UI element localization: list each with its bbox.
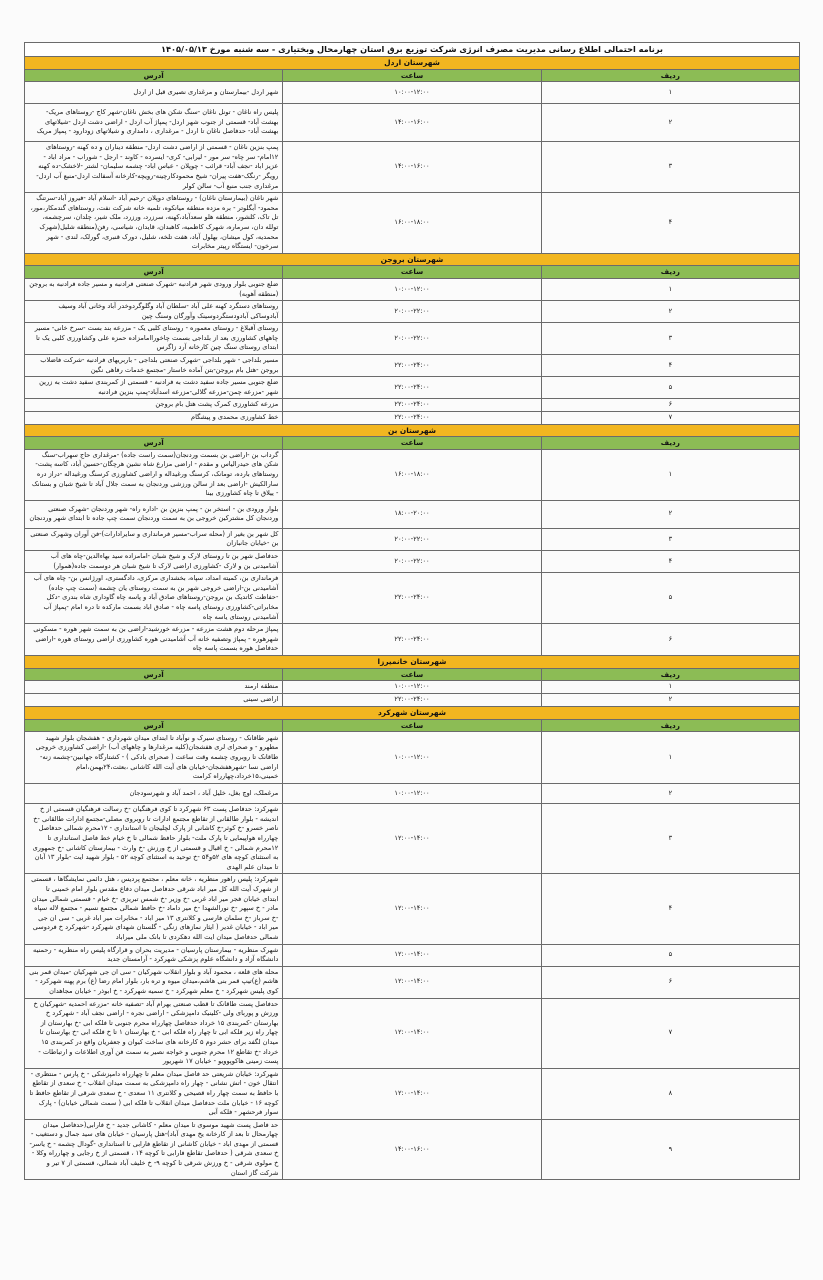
column-header-address: آدرس [25,266,283,279]
table-row [25,82,800,104]
column-header-index: ردیف [541,668,799,681]
row-time: ۱۲:۰۰-۱۴:۰۰ [283,944,541,966]
row-time: ۱۰:۰۰-۱۲:۰۰ [283,732,541,784]
row-time: ۱۲:۰۰-۱۴:۰۰ [283,966,541,998]
row-index: ۱ [541,732,799,784]
row-time: ۱۰:۰۰-۱۲:۰۰ [283,278,541,300]
table-row [25,804,800,874]
row-address: حدفاصل شهر بن تا روستای لارک و شیخ شبان -امامزاده سید بهاءالدین-چاه های آب آشامیدنی بن و لارک -کشاورزی اراضی لارک تا شیخ شبان هر دوسمت جاده(هموار) [25,550,283,572]
row-index: ۳ [541,804,799,874]
table-row [25,732,800,784]
row-index: ۴ [541,550,799,572]
table-row [25,966,800,998]
column-header-address: آدرس [25,719,283,732]
row-address: کل شهر بن بغیر از (محله سراب-مسیر فرمانداری و سایرادارات)-فن آوران وشهرک صنعتی بن -خیابان جانبازان [25,528,283,550]
table-row [25,694,800,707]
row-time: ۲۰:۰۰-۲۲:۰۰ [283,550,541,572]
column-header-row [25,668,800,681]
row-index: ۳ [541,528,799,550]
row-time: ۱۴:۰۰-۱۶:۰۰ [283,104,541,142]
county-name: شهرستان اردل [25,57,800,70]
table-row [25,1068,800,1119]
row-index: ۸ [541,1068,799,1119]
row-index: ۲ [541,694,799,707]
row-time: ۲۲:۰۰-۲۴:۰۰ [283,412,541,425]
row-time: ۱۰:۰۰-۱۲:۰۰ [283,681,541,694]
county-header-row [25,57,800,70]
table-row [25,944,800,966]
table-row [25,784,800,804]
table-row [25,355,800,377]
county-name: شهرستان خانمیرزا [25,655,800,668]
row-address: مسیر بلداجی - شهر بلداجی -شهرک صنعتی بلداجی - باربریهای فرادنبه -شرکت فاضلاب بروجن -هتل بام بروجن-بتن آماده خاستار -مجتمع خدمات رفاهی نگین [25,355,283,377]
row-index: ۲ [541,301,799,323]
column-header-row [25,266,800,279]
row-time: ۲۰:۰۰-۲۲:۰۰ [283,528,541,550]
row-address: شهر طاقانک - روستای سیرک و نوآباد تا ابتدای میدان شهرداری - هفشجان بلوار شهید مطهرو - و صحرای لری هفشجان(کلیه مرغدارها و چاههای آب) -اراضی کشاورزی خروجی طاقانک تا روبروی چشمه وقت ساعت ( صحرای بادکی ) - کشتارگاه جهانبین-چشمه زنه-اراضی نسا -شهرهفشجان-خیابان های آیت الله کاشانی ،بعثت،۲۴بهمن،امام خمینی،۱۵خرداد،چهارراه کرامت [25,732,283,784]
table-row [25,874,800,944]
county-name: شهرستان شهرکرد [25,707,800,720]
row-address: شهرکرد: پلیس راهور منظریه ، خانه معلم ، مجتمع پردیس ، هتل دائمی نمایشگاها ، قسمتی از شهرک آیت الله کل میر اباد شرقی حدفاصل میدان دفاع مقدس بلوار امام خمینی تا ابتدای خیابان فجر میر اباد غربی -خ وزیر -خ شمس تبریزی -خ خیام - قسمتی شمالی میدان مادر - خ سپهر -خ نورالشهدا -خ میر داماد -خ حافظ شمالی مجتمع نسیم - مجتمع لاله سپاه -خ سرباز -خ سلمان فارسی و کلانتری ۱۳ میر اباد - مخابرات میر اباد غربی - سی ان جی میر اباد - خیابان غدیر ( ایثار نمازهای زنگی - گلستان شهدای شهرکرد -شهرکرد خ فردوسی شمالی حدفاصل میدان ایت الله دهکردی تا بانک ملی میراباد [25,874,283,944]
row-index: ۱ [541,82,799,104]
table-row [25,193,800,254]
table-row [25,142,800,193]
table-row [25,399,800,412]
row-index: ۴ [541,874,799,944]
column-header-time: ساعت [283,266,541,279]
table-row [25,500,800,528]
column-header-address: آدرس [25,437,283,450]
row-index: ۷ [541,412,799,425]
row-index: ۳ [541,142,799,193]
row-index: ۵ [541,377,799,399]
column-header-index: ردیف [541,719,799,732]
row-address: شهرکرد: خیابان شریعتی حد فاصل میدان معلم تا چهارراه دامپزشکی - خ پارس - منتظری - انتقال خون - اتش نشانی - چهار راه دامپزشکی به سمت میدان انقلاب - خ سعدی از تقاطع با حافظ به سمت چهار راه قصیحی و کلانتری ۱۱ سعدی - خ سعدی شرقی از تقاطع حافظ تا کوچه ۱۶ - خیابان ملت حدفاصل میدان انقلاب تا فلکه ابی ( سمت شمالی خیابان) - پارک سوار فرحشهر - فلکه آبی [25,1068,283,1119]
column-header-index: ردیف [541,69,799,82]
table-row [25,323,800,355]
table-row [25,449,800,500]
column-header-time: ساعت [283,69,541,82]
column-header-time: ساعت [283,668,541,681]
table-row [25,104,800,142]
row-index: ۵ [541,573,799,624]
row-index: ۲ [541,784,799,804]
row-index: ۷ [541,998,799,1068]
row-address: روستای آقبلاغ - روستای معموره - روستای کلبی یک - مزرعه بند بست -سرخ خانی- مسیر چاههای کشاورزی بعد از بلداجی بسمت چاخوراامامزاده حمزه علی وکشاورزی کلبی یک تا ابتدای روستای سنگ چین کارخانه آرد زاگرس [25,323,283,355]
county-header-row [25,655,800,668]
row-address: شهر اردل -بیمارستان و مرغداری نصیری قبل از اردل [25,82,283,104]
column-header-address: آدرس [25,69,283,82]
row-address: پلیس راه ناغان - تونل ناغان -سنگ شکن های بخش ناغان-شهر کاج -روستاهای مریک-بهشت آباد- قسمتی از جنوب شهر اردل- پمپاژ آب اردل - اراضی دشت اردل -شیلاتهای بهشت آباد- حدفاصل ناغان تا اردل - مرغداری ، دامداری و شیلاتهای زودارود - پمپاژ مریک [25,104,283,142]
column-header-row [25,69,800,82]
row-index: ۶ [541,399,799,412]
row-address: ضلع جنوبی بلوار ورودی شهر فرادنبه -شهرک صنعتی فرادنبه و مسیر جاده فرادنبه به بروجن (منطقه آهوبه) [25,278,283,300]
row-address: خط کشاورزی محمدی و پیشگام [25,412,283,425]
row-index: ۱ [541,449,799,500]
row-time: ۱۰:۰۰-۱۲:۰۰ [283,82,541,104]
row-address: محله های قلعه ، محمود آباد و بلوار انقلاب شهرکیان - سی ان جی شهرکیان -میدان قمر بنی هاشم (ع)تیپ قمر بنی هاشم،میدان میوه و تره بار، بلوار امام رضا (ع) برم پهنه شهرکرد - کوی پلیس شهرکرد - خ معلم شهرکرد - خ سمیه شهرکرد - خ ابوذر - خیابان مجاهدان [25,966,283,998]
row-time: ۲۲:۰۰-۲۴:۰۰ [283,399,541,412]
row-address: روستاهای دستگرد کهنه علی آباد -سلطان آباد وگلوگردوخدر آباد وخانی آباد وسیف آبادوساکی آبادودستگردوسینک وآورگان وسنگ چین [25,301,283,323]
table-row [25,624,800,656]
row-index: ۱ [541,278,799,300]
county-header-row [25,253,800,266]
county-header-row [25,424,800,437]
row-time: ۲۰:۰۰-۲۲:۰۰ [283,301,541,323]
row-address: گرداب بن -اراضی بن بسمت وردنجان(سمت راست جاده) -مرغداری حاج سهراب-سنگ شکن های حیدرالیاس و مقدم - اراضی مزارع شاه نشین هرچگان-حسین آباد، کاسه پشت-روستاهای بارده، تومانک، کرسنگ ورغیداله و اراضی کشاورزی کرسنگ ورغیداله -دراز دره سارالکیش -اراضی بعد از سالن ورزشی وردنجان به سمت جلال آباد تا شیخ شبان و بستانک - ییلاق تا چاه کشاورزی بینا [25,449,283,500]
column-header-index: ردیف [541,437,799,450]
row-index: ۲ [541,500,799,528]
county-name: شهرستان بروجن [25,253,800,266]
table-row [25,998,800,1068]
table-row [25,528,800,550]
row-index: ۴ [541,355,799,377]
row-address: مزرعه کشاورزی کمرک پشت هتل بام بروجن [25,399,283,412]
row-address: ضلع جنوبی مسیر جاده سفید دشت به فرادنبه - قسمتی از کمربندی سفید دشت به زرین شهر -مزرعه چمن-مزرعه گلالی-مزرعه اسدآباد-پمپ بنزین فرادنبه [25,377,283,399]
row-address: شهرک منظریه - بیمارستان پارسیان - مدیریت بحران و قرارگاه پلیس راه منظریه - رحمنیه دانشگاه آزاد و دانشگاه علوم پزشکی شهرکرد - آرامستان جدید [25,944,283,966]
row-time: ۱۴:۰۰-۱۶:۰۰ [283,142,541,193]
row-time: ۱۰:۰۰-۱۲:۰۰ [283,784,541,804]
row-address: فرمانداری بن، کمیته امداد، سپاه، بخشداری مرکزی، دادگستری، اورژانس بن- چاه های آب آشامیدنی بن-اراضی خروجی شهر بن به سمت روستای یان چشمه (سمت چپ جاده) -حفاظت کاتدیک بن بروجن-روستاهای صادق آباد و پاسه چاه گاوداری شاه بندری -دکل مخابراتی-کشاورزی روستای پاسه چاه - صادق اباد بسمت مارکده تا دره امام -پمپاژ آب آشامیدنی روستای یاسه چاه [25,573,283,624]
table-row [25,377,800,399]
column-header-time: ساعت [283,719,541,732]
row-index: ۹ [541,1119,799,1180]
row-time: ۱۴:۰۰-۱۶:۰۰ [283,1119,541,1180]
row-address: شهر ناغان (بیمارستان ناغان) - روستاهای دوپلان -رحیم آباد -اسلام آباد -فیروز آباد-سرتنگ محمود- آبگلوتر - بره مزده منطقه میانکوه، تلمبه خانه شرکت نفت، روستاهای گندمکار،مور، تل تاک، کلشور، منطقه هلو سعدآباد،کهنه، سرزرد، ورزرد، ملک شیر، چلدان، سرچشمه، تولله دان، سرماره، شهرک کاظمیه، کاهبدان، قایدان، شیاسی، رفن(منطقه شلیل(شهرک محمدیه، کول میشان، بهلول آباد، هفت تلخه، شلیل، دورک قنبری، گورلک، لندی - شهر سرخون- ایستگاه رپیتر مخابرات [25,193,283,254]
row-address: مرغملک، اوچ بغل، خلیل آباد ، احمد آباد و شهرسودجان [25,784,283,804]
table-row [25,412,800,425]
row-address: منطقه ارمند [25,681,283,694]
row-time: ۱۸:۰۰-۲۰:۰۰ [283,500,541,528]
row-time: ۲۲:۰۰-۲۴:۰۰ [283,694,541,707]
row-index: ۵ [541,944,799,966]
document-title: برنامه احتمالی اطلاع رسانی مدیریت مصرف انرژی شرکت توزیع برق استان چهارمحال وبختیاری - سه شنبه مورخ ۱۴۰۵/۰۵/۱۳ [25,43,800,57]
table-row [25,1119,800,1180]
row-index: ۱ [541,681,799,694]
document-title-row [25,43,800,57]
row-time: ۲۲:۰۰-۲۴:۰۰ [283,624,541,656]
table-row [25,681,800,694]
column-header-time: ساعت [283,437,541,450]
row-time: ۱۲:۰۰-۱۴:۰۰ [283,804,541,874]
row-time: ۲۲:۰۰-۲۴:۰۰ [283,377,541,399]
county-header-row [25,707,800,720]
row-address: پمپ بنزین ناغان - قسمتی از اراضی دشت اردل- منطقه دیناران و ده کهنه -روستاهای ۱۲امام- سر چاه- سر مور - لیرابی- کری- ایسرده - کاوند - ارجل - شوراب - مراد اباد - عزیز اباد -نجف آباد- قرائب - چوپلان - عباس اباد- چشمه سلیمان- لشتر -لاخشک-ده کهنه رویگر -رنگک-هفت پیران- شیخ محمودکارچینه-رویچه-کارخانه آسفالت اردل-منبع آب اردل-مرغداری جنب منبع آب- سالن کولر [25,142,283,193]
row-index: ۴ [541,193,799,254]
column-header-index: ردیف [541,266,799,279]
column-header-row [25,719,800,732]
row-time: ۲۰:۰۰-۲۲:۰۰ [283,323,541,355]
row-index: ۶ [541,624,799,656]
row-address: شهرکرد: حدفاصل پست ۶۳ شهرکرد تا کوی فرهنگیان -خ رسالت فرهنگیان قسمتی از خ اندیشه - بلوار طالقانی از تقاطع مجتمع ادارات تا روبروی مصلی-مجتمع ادارات طالقانی -خ ناصر خسرو -خ کوثر-خ کاشانی از پارک لچلیجان تا استانداری - ۱۲محرم شمالی حدفاصل چهارراه هواپیمایی تا پارک ملت- بلوار حافظ شمالی تا خ خیام خط فاصل استانداری تا ۱۲محرم شمالی - خ اقبال و قسمتی از خ ورزش -خ وارث - بیمارستان کاشانی -خ جمهوری به استثنای کوچه های ۵۲و۵۴ -خ توحید به استثنای کوچه ۵۲ - بلوار شهید ایت -بلوار ۱۳ آبان تا میدان علم الهدی [25,804,283,874]
column-header-address: آدرس [25,668,283,681]
row-index: ۳ [541,323,799,355]
table-row [25,573,800,624]
row-address: حد فاصل پست شهید موسوی تا میدان معلم - کاشانی جدید - خ فارابی(حدفاصل میدان چهارمحال تا بعد از کارخانه یخ مهدی آباد)-هتل پارسیان - خیابان های سید جمال و دستغیب - قسمتی از مهدی اباد - خیابان کاشانی از تقاطع فارابی تا استانداری -گودال چشمه - خ یاسر-خ سعدی شرقی ( حدفاصل تقاطع فارابی تا کوچه ۱۴ ، قسمتی از خ رجایی و چهارراه وکلا - خ مولوی شرقی - خ ورزش شرقی تا کوچه ۹- خ خلیف آباد شمالی، قسمتی از ۷ تیر و شرکت گاز استان [25,1119,283,1180]
row-address: پمپاژ مرحله دوم هشت مزرعه - مزرعه خورشید-اراضی بن به سمت شهر هوره - مسکونی شهرهوره - پمپاژ وتصفیه خانه آب آشامیدنی هوره کشاورزی اراضی روستای هوره -اراضی حدفاصل هوره بسمت پاسه چاه [25,624,283,656]
row-index: ۶ [541,966,799,998]
schedule-table [24,42,800,1180]
row-time: ۲۲:۰۰-۲۴:۰۰ [283,355,541,377]
row-address: بلوار ورودی بن - استخر بن - پمپ بنزین بن -اداره راه- شهر وردنجان -شهرک صنعتی وردنجان کل مشترکین خروجی بن به سمت وردنجان سمت چپ جاده تا ابتدای شهر وردنجان [25,500,283,528]
row-time: ۱۲:۰۰-۱۴:۰۰ [283,998,541,1068]
row-address: حدفاصل پست طاقانک تا قطب صنعتی بهرام آباد -تصفیه خانه -مزرعه احمدیه -شهرکیان خ ورزش و پوربای ولی -کلینیک دامپزشکی - اراضی نجره - اراضی نجف آباد - شهرکرد خ بهارستان -کمربندی ۱۵ خرداد حدفاصل چهارراه محرم جنوبی تا فلکه ابی -خ بهارستان از چهار راه زیر فلکه ابی تا چهار راه فلکه ابی - خ بهارستان ۱ تا خ فلکه ابی -خ بهارستان تا میدان لگفد برای حشر دوم ۵ کارخانه های ساخت کیوان و جعفریان واقع در کمربندی ۱۵ خرداد -خ تقاطع ۱۲ محرم جنوبی و خواجه نصیر به سمت فن آوری اطلاعات و ارتباطات - پست زمینی هاکوپوویو - خیابان ۱۷ شهریور [25,998,283,1068]
table-row [25,301,800,323]
row-index: ۲ [541,104,799,142]
row-time: ۱۲:۰۰-۱۴:۰۰ [283,1068,541,1119]
row-time: ۱۲:۰۰-۱۴:۰۰ [283,874,541,944]
row-time: ۱۶:۰۰-۱۸:۰۰ [283,193,541,254]
table-row [25,278,800,300]
table-row [25,550,800,572]
row-time: ۱۶:۰۰-۱۸:۰۰ [283,449,541,500]
row-time: ۲۲:۰۰-۲۴:۰۰ [283,573,541,624]
county-name: شهرستان بن [25,424,800,437]
column-header-row [25,437,800,450]
row-address: اراضی سینی [25,694,283,707]
